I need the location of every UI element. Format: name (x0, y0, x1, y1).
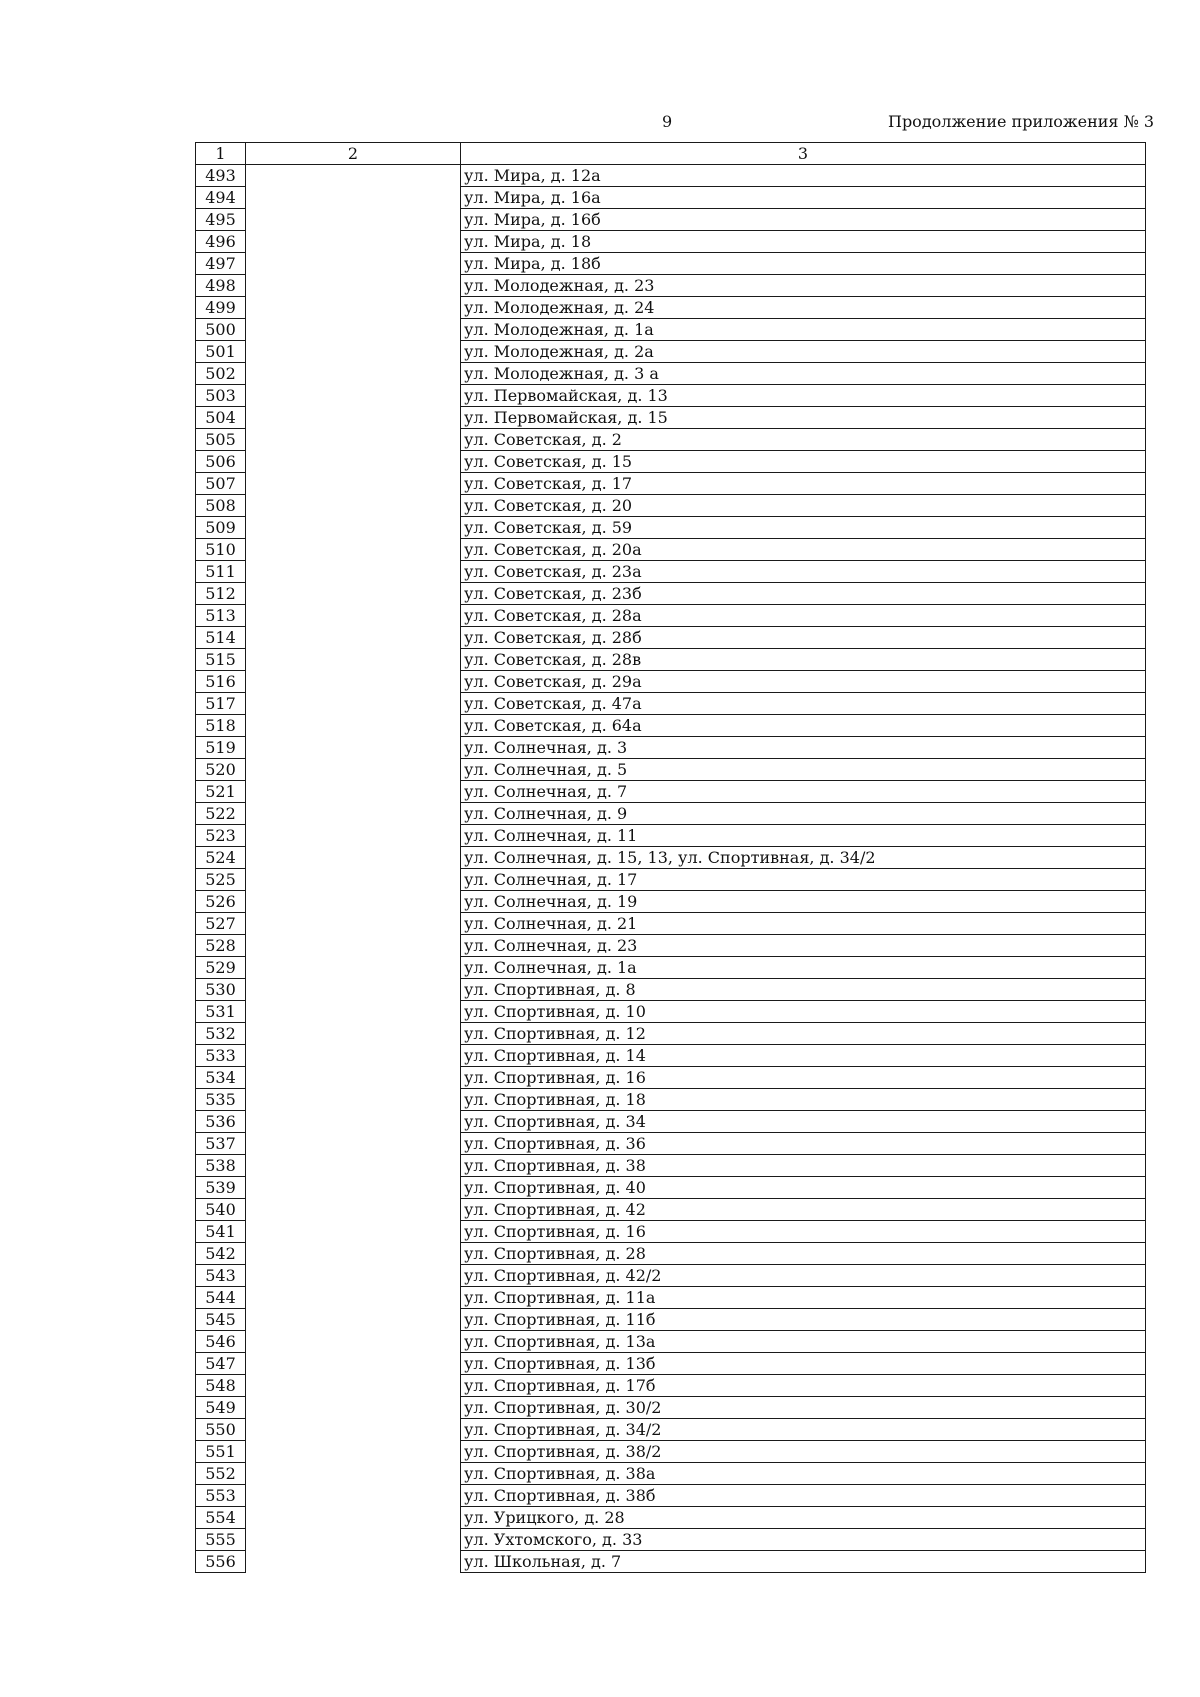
row-number: 503 (196, 385, 246, 407)
empty-column-cell (246, 1089, 461, 1111)
empty-column-cell (246, 649, 461, 671)
address-cell: ул. Спортивная, д. 11б (461, 1309, 1146, 1331)
table-row (196, 1397, 1146, 1419)
empty-column-cell (246, 803, 461, 825)
address-cell: ул. Спортивная, д. 34 (461, 1111, 1146, 1133)
row-number: 496 (196, 231, 246, 253)
row-number: 534 (196, 1067, 246, 1089)
page-number: 9 (662, 112, 673, 131)
address-cell: ул. Советская, д. 28а (461, 605, 1146, 627)
table-row (196, 209, 1146, 231)
row-number: 516 (196, 671, 246, 693)
address-cell: ул. Спортивная, д. 28 (461, 1243, 1146, 1265)
row-number: 512 (196, 583, 246, 605)
address-cell: ул. Солнечная, д. 15, 13, ул. Спортивная, д. 34/2 (461, 847, 1146, 869)
row-number: 493 (196, 165, 246, 187)
table-row (196, 1463, 1146, 1485)
row-number: 500 (196, 319, 246, 341)
address-cell: ул. Молодежная, д. 1а (461, 319, 1146, 341)
empty-column-cell (246, 759, 461, 781)
address-cell: ул. Спортивная, д. 38/2 (461, 1441, 1146, 1463)
table-row (196, 1067, 1146, 1089)
address-cell: ул. Солнечная, д. 17 (461, 869, 1146, 891)
address-cell: ул. Спортивная, д. 18 (461, 1089, 1146, 1111)
table-row (196, 1001, 1146, 1023)
address-cell: ул. Солнечная, д. 9 (461, 803, 1146, 825)
address-cell: ул. Первомайская, д. 15 (461, 407, 1146, 429)
empty-column-cell (246, 165, 461, 187)
empty-column-cell (246, 1419, 461, 1441)
row-number: 505 (196, 429, 246, 451)
row-number: 501 (196, 341, 246, 363)
empty-column-cell (246, 1243, 461, 1265)
empty-column-cell (246, 407, 461, 429)
empty-column-cell (246, 1485, 461, 1507)
row-number: 540 (196, 1199, 246, 1221)
table-row (196, 825, 1146, 847)
table-row (196, 891, 1146, 913)
table-row (196, 495, 1146, 517)
address-cell: ул. Советская, д. 2 (461, 429, 1146, 451)
row-number: 509 (196, 517, 246, 539)
table-row (196, 803, 1146, 825)
table-row (196, 627, 1146, 649)
address-cell: ул. Солнечная, д. 19 (461, 891, 1146, 913)
empty-column-cell (246, 627, 461, 649)
address-cell: ул. Урицкого, д. 28 (461, 1507, 1146, 1529)
empty-column-cell (246, 1133, 461, 1155)
address-cell: ул. Мира, д. 12а (461, 165, 1146, 187)
row-number: 543 (196, 1265, 246, 1287)
row-number: 518 (196, 715, 246, 737)
table-row (196, 1045, 1146, 1067)
address-cell: ул. Спортивная, д. 30/2 (461, 1397, 1146, 1419)
empty-column-cell (246, 935, 461, 957)
empty-column-cell (246, 231, 461, 253)
row-number: 541 (196, 1221, 246, 1243)
table-row (196, 847, 1146, 869)
address-cell: ул. Солнечная, д. 1а (461, 957, 1146, 979)
address-table (195, 142, 1146, 1573)
address-cell: ул. Солнечная, д. 7 (461, 781, 1146, 803)
empty-column-cell (246, 1265, 461, 1287)
table-row (196, 869, 1146, 891)
empty-column-cell (246, 913, 461, 935)
address-cell: ул. Ухтомского, д. 33 (461, 1529, 1146, 1551)
table-row (196, 1287, 1146, 1309)
table-row (196, 935, 1146, 957)
empty-column-cell (246, 517, 461, 539)
table-row (196, 605, 1146, 627)
address-cell: ул. Мира, д. 18б (461, 253, 1146, 275)
address-cell: ул. Первомайская, д. 13 (461, 385, 1146, 407)
empty-column-cell (246, 605, 461, 627)
table-row (196, 165, 1146, 187)
address-cell: ул. Спортивная, д. 12 (461, 1023, 1146, 1045)
address-cell: ул. Советская, д. 15 (461, 451, 1146, 473)
row-number: 502 (196, 363, 246, 385)
table-row (196, 583, 1146, 605)
address-cell: ул. Советская, д. 17 (461, 473, 1146, 495)
table-row (196, 693, 1146, 715)
empty-column-cell (246, 1375, 461, 1397)
row-number: 549 (196, 1397, 246, 1419)
row-number: 517 (196, 693, 246, 715)
row-number: 497 (196, 253, 246, 275)
address-cell: ул. Солнечная, д. 21 (461, 913, 1146, 935)
address-cell: ул. Спортивная, д. 34/2 (461, 1419, 1146, 1441)
address-cell: ул. Советская, д. 64а (461, 715, 1146, 737)
empty-column-cell (246, 209, 461, 231)
address-cell: ул. Спортивная, д. 13а (461, 1331, 1146, 1353)
empty-column-cell (246, 1111, 461, 1133)
row-number: 542 (196, 1243, 246, 1265)
row-number: 556 (196, 1551, 246, 1573)
empty-column-cell (246, 1529, 461, 1551)
empty-column-cell (246, 1199, 461, 1221)
table-row (196, 737, 1146, 759)
table-row (196, 539, 1146, 561)
empty-column-cell (246, 781, 461, 803)
address-cell: ул. Спортивная, д. 38 (461, 1155, 1146, 1177)
empty-column-cell (246, 187, 461, 209)
empty-column-cell (246, 561, 461, 583)
address-cell: ул. Мира, д. 16б (461, 209, 1146, 231)
empty-column-cell (246, 891, 461, 913)
table-row (196, 1309, 1146, 1331)
row-number: 537 (196, 1133, 246, 1155)
table-row (196, 1353, 1146, 1375)
empty-column-cell (246, 737, 461, 759)
empty-column-cell (246, 1397, 461, 1419)
row-number: 522 (196, 803, 246, 825)
empty-column-cell (246, 275, 461, 297)
table-header-row (196, 143, 1146, 165)
row-number: 527 (196, 913, 246, 935)
table-row (196, 979, 1146, 1001)
address-cell: ул. Спортивная, д. 42/2 (461, 1265, 1146, 1287)
table-row (196, 1023, 1146, 1045)
address-cell: ул. Молодежная, д. 24 (461, 297, 1146, 319)
empty-column-cell (246, 297, 461, 319)
row-number: 528 (196, 935, 246, 957)
table-row (196, 1331, 1146, 1353)
table-row (196, 1441, 1146, 1463)
table-row (196, 957, 1146, 979)
address-cell: ул. Спортивная, д. 8 (461, 979, 1146, 1001)
table-row (196, 1507, 1146, 1529)
empty-column-cell (246, 1177, 461, 1199)
empty-column-cell (246, 671, 461, 693)
empty-column-cell (246, 495, 461, 517)
address-cell: ул. Спортивная, д. 16 (461, 1067, 1146, 1089)
empty-column-cell (246, 1551, 461, 1573)
empty-column-cell (246, 363, 461, 385)
address-cell: ул. Мира, д. 18 (461, 231, 1146, 253)
empty-column-cell (246, 341, 461, 363)
table-row (196, 363, 1146, 385)
row-number: 544 (196, 1287, 246, 1309)
empty-column-cell (246, 1001, 461, 1023)
row-number: 533 (196, 1045, 246, 1067)
row-number: 548 (196, 1375, 246, 1397)
row-number: 513 (196, 605, 246, 627)
table-row (196, 1265, 1146, 1287)
column-header-3: 3 (461, 143, 1146, 165)
empty-column-cell (246, 715, 461, 737)
row-number: 546 (196, 1331, 246, 1353)
empty-column-cell (246, 1221, 461, 1243)
empty-column-cell (246, 693, 461, 715)
table-row (196, 1111, 1146, 1133)
table-row (196, 1155, 1146, 1177)
table-row (196, 759, 1146, 781)
address-cell: ул. Спортивная, д. 14 (461, 1045, 1146, 1067)
row-number: 510 (196, 539, 246, 561)
empty-column-cell (246, 869, 461, 891)
address-cell: ул. Советская, д. 29а (461, 671, 1146, 693)
empty-column-cell (246, 1045, 461, 1067)
table-body (196, 165, 1146, 1573)
empty-column-cell (246, 1507, 461, 1529)
column-header-2: 2 (246, 143, 461, 165)
empty-column-cell (246, 1287, 461, 1309)
table-row (196, 275, 1146, 297)
row-number: 514 (196, 627, 246, 649)
row-number: 495 (196, 209, 246, 231)
row-number: 554 (196, 1507, 246, 1529)
table-row (196, 1199, 1146, 1221)
table-row (196, 649, 1146, 671)
address-cell: ул. Советская, д. 20а (461, 539, 1146, 561)
table-row (196, 1375, 1146, 1397)
address-cell: ул. Спортивная, д. 40 (461, 1177, 1146, 1199)
table-row (196, 1221, 1146, 1243)
table-row (196, 561, 1146, 583)
address-cell: ул. Советская, д. 59 (461, 517, 1146, 539)
empty-column-cell (246, 385, 461, 407)
empty-column-cell (246, 253, 461, 275)
row-number: 529 (196, 957, 246, 979)
empty-column-cell (246, 1067, 461, 1089)
empty-column-cell (246, 473, 461, 495)
address-cell: ул. Мира, д. 16а (461, 187, 1146, 209)
row-number: 555 (196, 1529, 246, 1551)
empty-column-cell (246, 583, 461, 605)
row-number: 519 (196, 737, 246, 759)
row-number: 523 (196, 825, 246, 847)
address-cell: ул. Советская, д. 47а (461, 693, 1146, 715)
table-row (196, 341, 1146, 363)
row-number: 531 (196, 1001, 246, 1023)
address-cell: ул. Молодежная, д. 3 а (461, 363, 1146, 385)
address-cell: ул. Спортивная, д. 42 (461, 1199, 1146, 1221)
empty-column-cell (246, 451, 461, 473)
row-number: 499 (196, 297, 246, 319)
empty-column-cell (246, 1023, 461, 1045)
address-cell: ул. Солнечная, д. 5 (461, 759, 1146, 781)
address-cell: ул. Спортивная, д. 17б (461, 1375, 1146, 1397)
table-row (196, 1243, 1146, 1265)
row-number: 532 (196, 1023, 246, 1045)
row-number: 504 (196, 407, 246, 429)
row-number: 506 (196, 451, 246, 473)
table-row (196, 451, 1146, 473)
table-row (196, 1133, 1146, 1155)
row-number: 526 (196, 891, 246, 913)
empty-column-cell (246, 1309, 461, 1331)
table-row (196, 1529, 1146, 1551)
address-cell: ул. Солнечная, д. 11 (461, 825, 1146, 847)
address-cell: ул. Советская, д. 28б (461, 627, 1146, 649)
row-number: 539 (196, 1177, 246, 1199)
empty-column-cell (246, 1155, 461, 1177)
row-number: 552 (196, 1463, 246, 1485)
table-row (196, 253, 1146, 275)
address-cell: ул. Спортивная, д. 11а (461, 1287, 1146, 1309)
row-number: 553 (196, 1485, 246, 1507)
address-cell: ул. Советская, д. 23б (461, 583, 1146, 605)
table-row (196, 1551, 1146, 1573)
table-row (196, 715, 1146, 737)
address-cell: ул. Спортивная, д. 10 (461, 1001, 1146, 1023)
empty-column-cell (246, 1353, 461, 1375)
row-number: 520 (196, 759, 246, 781)
table-row (196, 781, 1146, 803)
row-number: 550 (196, 1419, 246, 1441)
empty-column-cell (246, 429, 461, 451)
row-number: 530 (196, 979, 246, 1001)
address-cell: ул. Солнечная, д. 23 (461, 935, 1146, 957)
row-number: 538 (196, 1155, 246, 1177)
table-row (196, 473, 1146, 495)
empty-column-cell (246, 825, 461, 847)
empty-column-cell (246, 1331, 461, 1353)
table-row (196, 913, 1146, 935)
row-number: 498 (196, 275, 246, 297)
address-cell: ул. Школьная, д. 7 (461, 1551, 1146, 1573)
table-row (196, 297, 1146, 319)
empty-column-cell (246, 957, 461, 979)
row-number: 547 (196, 1353, 246, 1375)
address-cell: ул. Молодежная, д. 23 (461, 275, 1146, 297)
table-row (196, 187, 1146, 209)
empty-column-cell (246, 319, 461, 341)
address-cell: ул. Спортивная, д. 16 (461, 1221, 1146, 1243)
table-row (196, 1419, 1146, 1441)
row-number: 507 (196, 473, 246, 495)
row-number: 536 (196, 1111, 246, 1133)
empty-column-cell (246, 1463, 461, 1485)
address-cell: ул. Спортивная, д. 36 (461, 1133, 1146, 1155)
empty-column-cell (246, 847, 461, 869)
continuation-label: Продолжение приложения № 3 (887, 112, 1154, 131)
address-cell: ул. Спортивная, д. 13б (461, 1353, 1146, 1375)
row-number: 551 (196, 1441, 246, 1463)
row-number: 494 (196, 187, 246, 209)
address-cell: ул. Спортивная, д. 38б (461, 1485, 1146, 1507)
row-number: 525 (196, 869, 246, 891)
table-row (196, 1177, 1146, 1199)
address-cell: ул. Советская, д. 23а (461, 561, 1146, 583)
address-cell: ул. Советская, д. 28в (461, 649, 1146, 671)
address-cell: ул. Спортивная, д. 38а (461, 1463, 1146, 1485)
table-row (196, 385, 1146, 407)
table-row (196, 1485, 1146, 1507)
table-row (196, 1089, 1146, 1111)
table-row (196, 517, 1146, 539)
empty-column-cell (246, 979, 461, 1001)
row-number: 524 (196, 847, 246, 869)
empty-column-cell (246, 1441, 461, 1463)
row-number: 508 (196, 495, 246, 517)
address-cell: ул. Молодежная, д. 2а (461, 341, 1146, 363)
table-row (196, 319, 1146, 341)
table-row (196, 671, 1146, 693)
row-number: 511 (196, 561, 246, 583)
table-row (196, 231, 1146, 253)
table-row (196, 429, 1146, 451)
address-cell: ул. Солнечная, д. 3 (461, 737, 1146, 759)
row-number: 521 (196, 781, 246, 803)
column-header-1: 1 (196, 143, 246, 165)
row-number: 515 (196, 649, 246, 671)
empty-column-cell (246, 539, 461, 561)
table-row (196, 407, 1146, 429)
row-number: 535 (196, 1089, 246, 1111)
row-number: 545 (196, 1309, 246, 1331)
address-cell: ул. Советская, д. 20 (461, 495, 1146, 517)
